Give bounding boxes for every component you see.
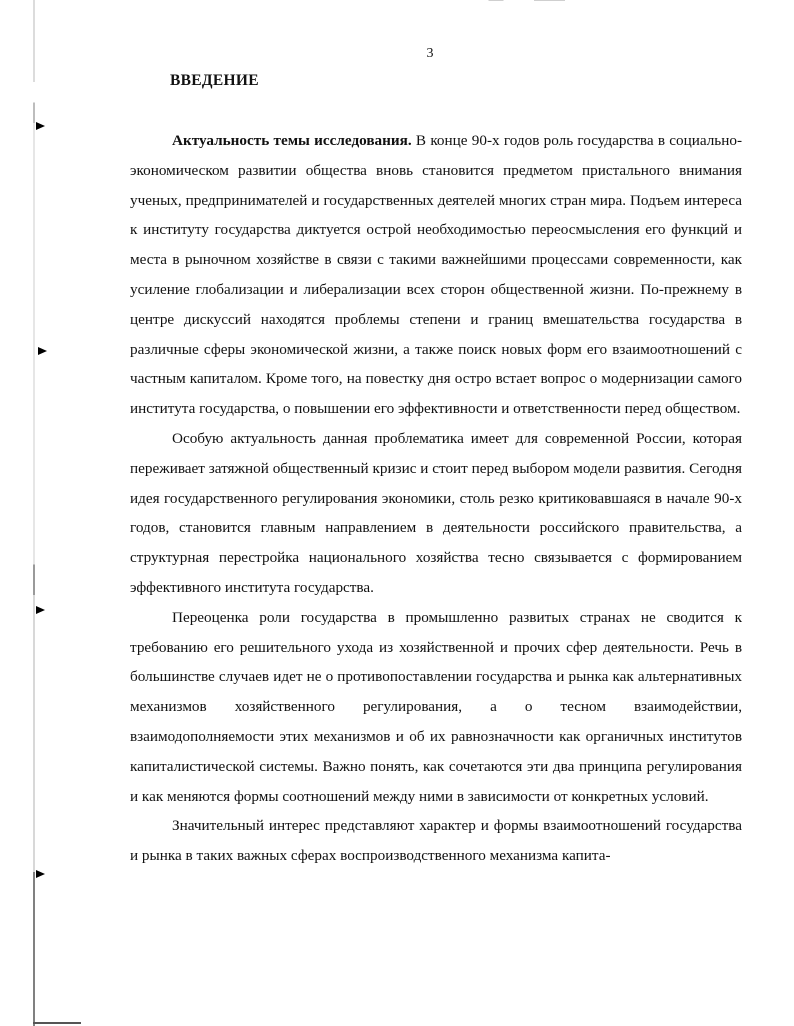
paragraph-text: Значительный интерес представляют характер и формы взаимоотношений государства и рынка в таких важных сферах воспроизводственного механизма капита- [130,817,742,865]
paragraph-text: Переоценка роли государства в промышленно развитых странах не сводится к требованию его решительного ухода из хозяйственной и прочих сфер деятельности. Речь в большинстве случаев идет не о противопоставлении государства и рынка как альтернативных механизмов хозяйственного регулирования, а о тесном взаимодействии, взаимодополняемости этих механизмов и об их равнозначности как органичных институтов капиталистической системы. Важно понять, как сочетаются эти два принципа регулирования и как меняются формы соотношений между ними в зависимости от конкретных условий. [130,608,742,805]
margin-marker-icon [36,120,48,130]
page-number: 3 [426,46,434,61]
margin-marker-icon [36,604,48,614]
paragraph-lead: Актуальность темы исследования. [172,132,412,149]
scan-bottom-edge [33,1022,81,1024]
paragraph [130,424,742,603]
page-title: ВВЕДЕНИЕ [170,72,259,89]
margin-marker-icon [36,868,48,878]
paragraph [130,811,742,871]
paragraph [130,603,742,812]
paragraph-text: В конце 90-х годов роль государства в социально-экономическом развитии общества вновь становится предметом пристального внимания ученых, предпринимателей и государственных деятелей многих стран мира. Подъем интереса к институту государства диктуется острой необходимостью переосмысления его функций и места в рыночном хозяйстве в связи с такими важнейшими процессами современности, как усиление глобализации и либерализации всех сторон общественной жизни. По-прежнему в центре дискуссий находятся проблемы степени и границ вмешательства государства в различные сферы экономической жизни, а также поиск новых форм его взаимоотношений с частным капиталом. Кроме того, на повестку дня остро встает вопрос о модернизации самого института государства, о повышении его эффективности и ответственности перед обществом. [130,132,742,418]
paragraph [130,126,742,424]
scan-left-edge [33,0,35,1026]
paragraph-text: Особую актуальность данная проблематика имеет для современной России, которая переживает затяжной общественный кризис и стоит перед выбором модели развития. Сегодня идея государственного регулирования экономики, столь резко критиковавшаяся в начале 90-х годов, становится главным направлением в деятельности российского правительства, а структурная перестройка национального хозяйства тесно связывается с формированием эффективного института государства. [130,429,742,596]
scan-top-edge [30,0,794,1]
margin-marker-icon [38,345,50,355]
document-body [130,126,742,871]
